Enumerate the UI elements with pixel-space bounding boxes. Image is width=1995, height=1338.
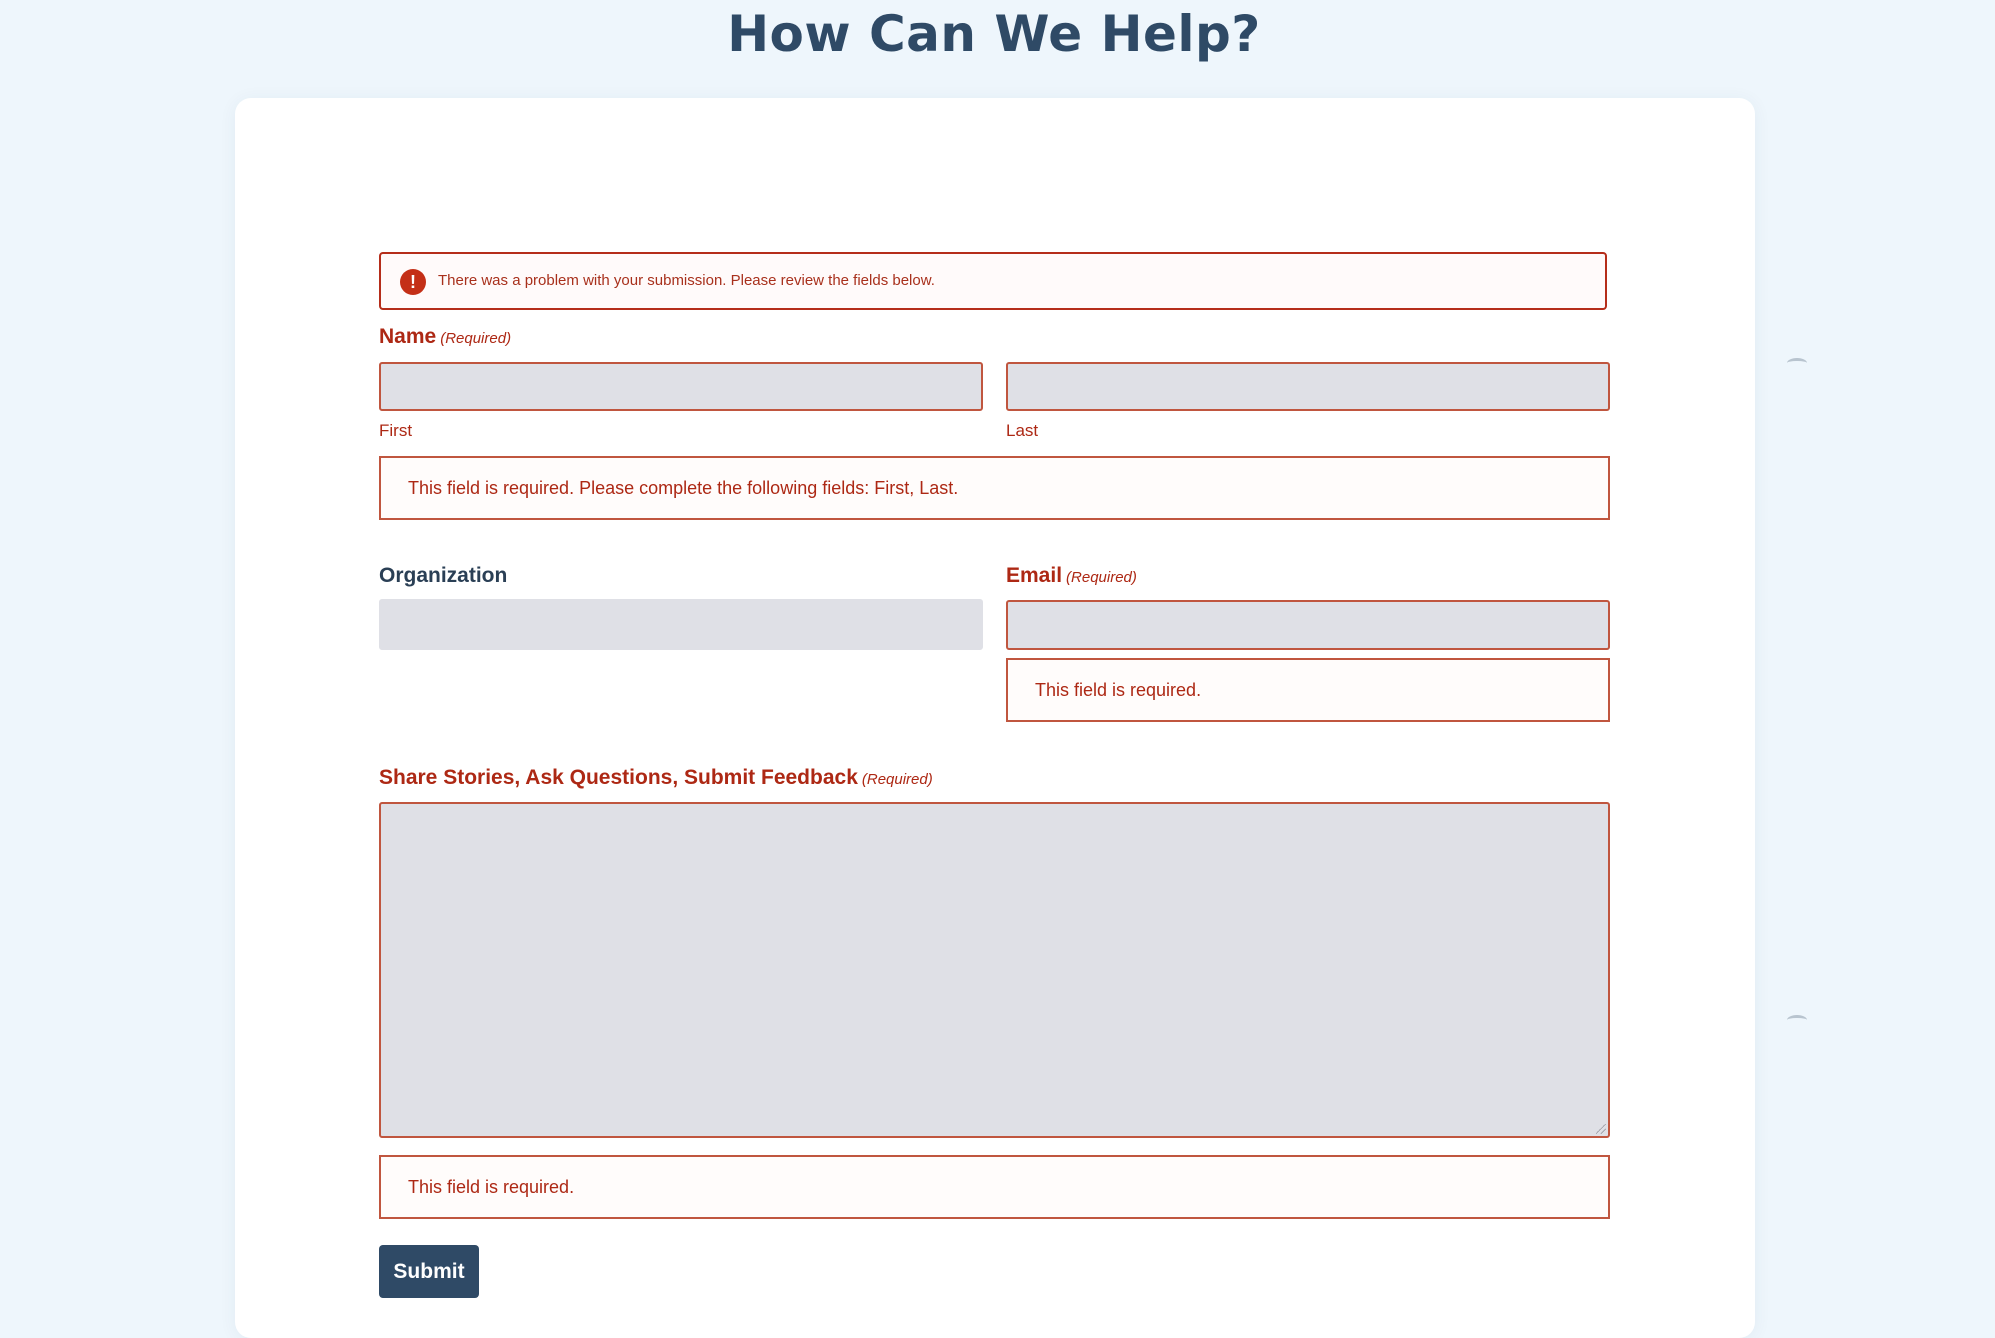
message-required-indicator: (Required) <box>861 771 933 788</box>
organization-input[interactable] <box>379 599 983 650</box>
email-validation-text: This field is required. <box>1035 680 1202 700</box>
name-label <box>379 325 511 349</box>
email-label <box>1006 564 1137 588</box>
page-title: How Can We Help? <box>727 5 1261 63</box>
decorative-mark <box>1787 358 1807 368</box>
message-validation-message <box>379 1155 1610 1219</box>
error-summary <box>379 252 1607 310</box>
decorative-mark <box>1787 1015 1807 1025</box>
alert-circle-icon: ! <box>400 269 426 295</box>
name-label-text: Name <box>379 325 437 348</box>
last-name-input[interactable] <box>1006 362 1610 411</box>
message-validation-text: This field is required. <box>408 1177 575 1197</box>
error-summary-text: There was a problem with your submission. Please review the fields below. <box>438 272 935 289</box>
message-textarea[interactable] <box>379 802 1610 1138</box>
first-name-input[interactable] <box>379 362 983 411</box>
name-validation-message <box>379 456 1610 520</box>
message-label <box>379 766 933 790</box>
email-validation-message <box>1006 658 1610 722</box>
resize-handle-icon[interactable] <box>1596 1124 1606 1134</box>
message-label-text: Share Stories, Ask Questions, Submit Feedback <box>379 766 858 789</box>
email-required-indicator: (Required) <box>1066 569 1137 586</box>
email-input[interactable] <box>1006 600 1610 650</box>
email-label-text: Email <box>1006 564 1063 587</box>
first-name-sublabel: First <box>379 421 413 440</box>
organization-label: Organization <box>379 564 508 587</box>
name-validation-text: This field is required. Please complete the following fields: First, Last. <box>408 478 959 498</box>
last-name-sublabel: Last <box>1006 421 1039 440</box>
name-required-indicator: (Required) <box>440 330 512 347</box>
submit-button[interactable]: Submit <box>379 1245 479 1298</box>
